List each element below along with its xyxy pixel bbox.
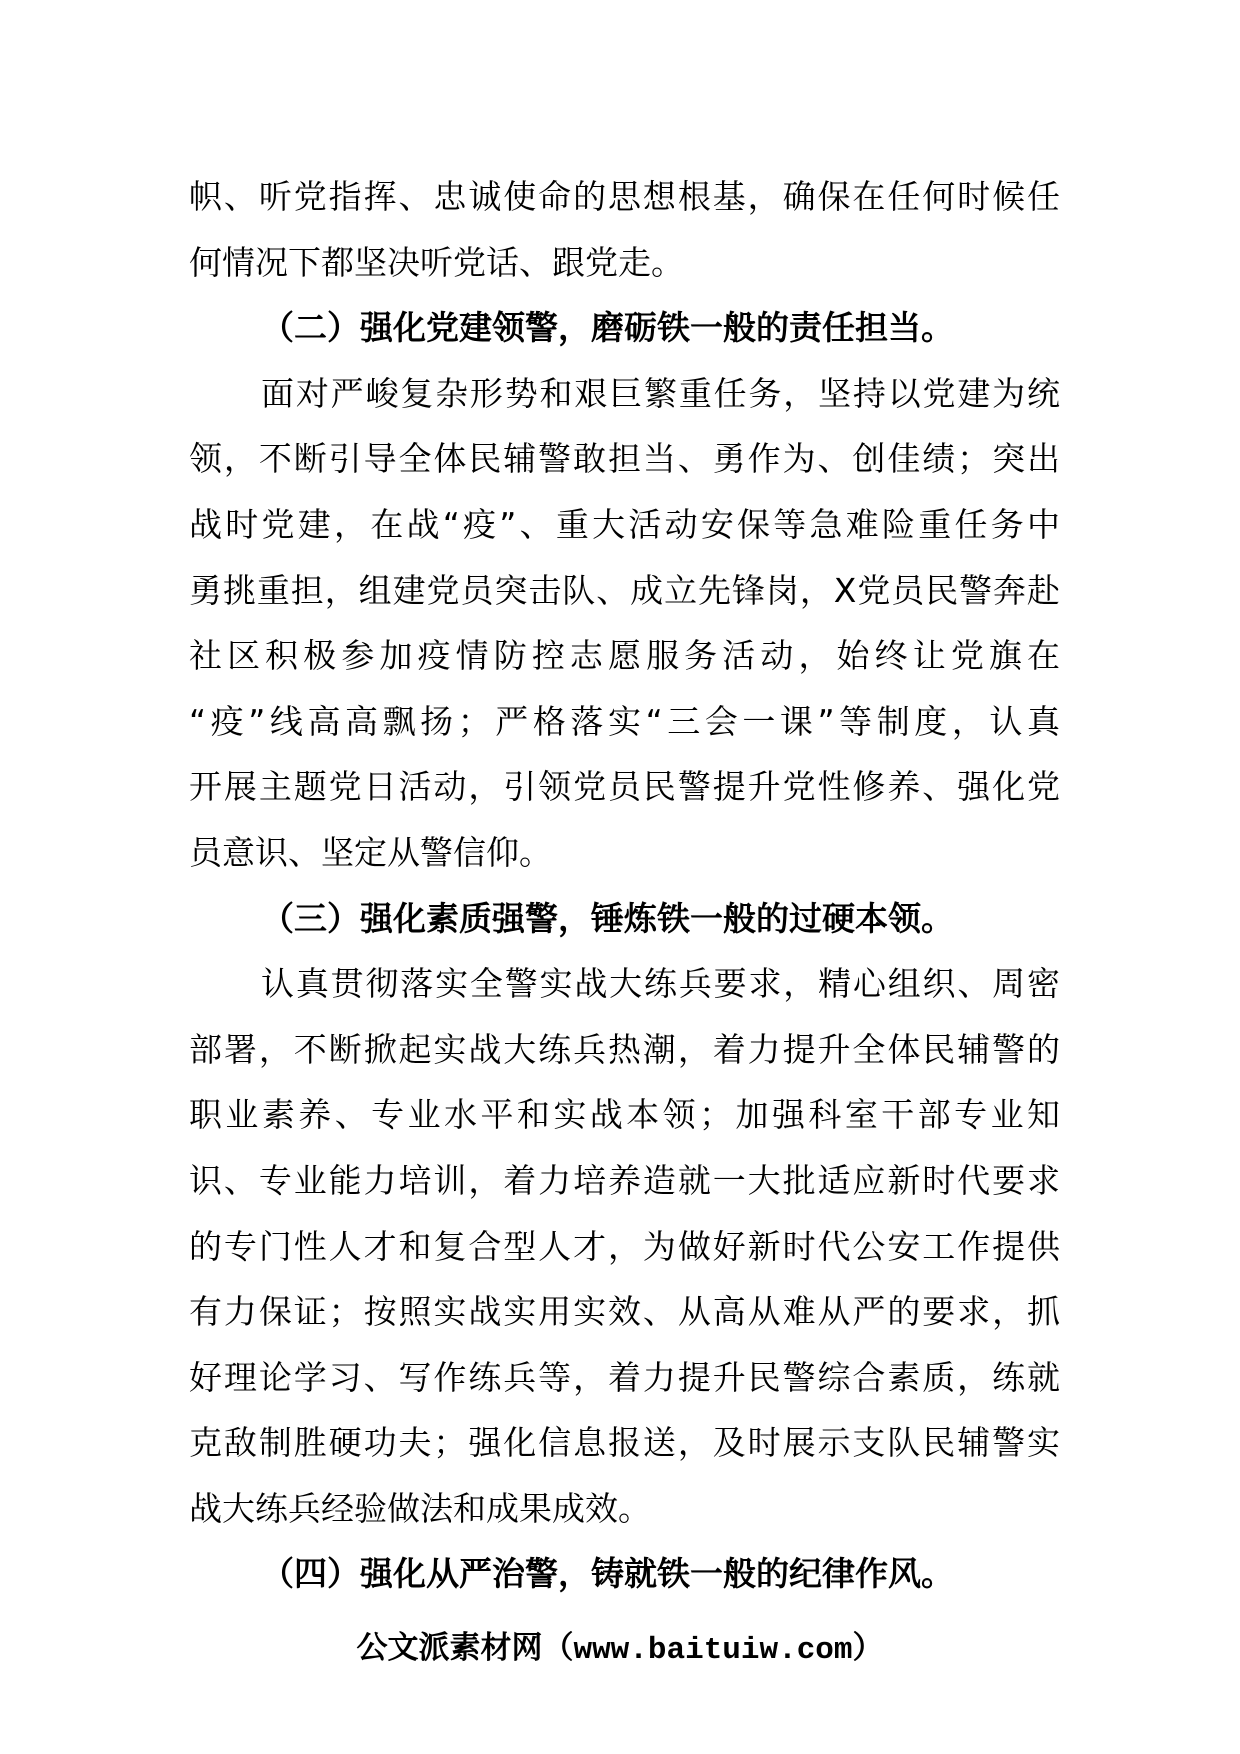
- paragraph-line: 员意识、坚定从警信仰。: [189, 832, 552, 872]
- paragraph-line: 职业素养、专业水平和实战本领；加强科室干部专业知: [189, 1095, 1060, 1135]
- section: [189, 1541, 1060, 1607]
- document-body: [189, 164, 1060, 1607]
- continued-paragraph: [189, 164, 1060, 295]
- paragraph-line: 好理论学习、写作练兵等，着力提升民警综合素质，练就: [189, 1357, 1060, 1397]
- paragraph-line: 何情况下都坚决听党话、跟党走。: [189, 242, 684, 282]
- section-paragraph: [189, 361, 1060, 886]
- site-name: 公文派素材网: [356, 1630, 543, 1666]
- paragraph-line: 领，不断引导全体民辅警敢担当、勇作为、创佳绩；突出: [189, 439, 1060, 479]
- paragraph-line: 勇挑重担，组建党员突击队、成立先锋岗，X党员民警奔赴: [189, 570, 1060, 610]
- site-url: （www.baituiw.com）: [542, 1633, 884, 1668]
- section-heading: （三）强化素质强警，锤炼铁一般的过硬本领。: [261, 898, 954, 938]
- paragraph-line: 识、专业能力培训，着力培养造就一大批适应新时代要求: [189, 1160, 1060, 1200]
- paragraph-line: 有力保证；按照实战实用实效、从高从难从严的要求，抓: [189, 1292, 1060, 1332]
- section-heading: （四）强化从严治警，铸就铁一般的纪律作风。: [261, 1554, 954, 1594]
- site-watermark-footer: [0, 1623, 1240, 1673]
- section-heading: （二）强化党建领警，磨砺铁一般的责任担当。: [261, 308, 954, 348]
- paragraph-line: 战时党建，在战“疫”、重大活动安保等急难险重任务中: [189, 504, 1060, 544]
- paragraph-line: 面对严峻复杂形势和艰巨繁重任务，坚持以党建为统: [261, 373, 1060, 413]
- section: [189, 295, 1060, 885]
- paragraph-line: 克敌制胜硬功夫；强化信息报送，及时展示支队民辅警实: [189, 1423, 1060, 1463]
- paragraph-line: “疫”线高高飘扬；严格落实“三会一课”等制度，认真: [189, 701, 1060, 741]
- paragraph-line: 社区积极参加疫情防控志愿服务活动，始终让党旗在: [189, 636, 1060, 676]
- paragraph-line: 开展主题党日活动，引领党员民警提升党性修养、强化党: [189, 767, 1060, 807]
- paragraph-line: 战大练兵经验做法和成果成效。: [189, 1488, 651, 1528]
- paragraph-line: 部署，不断掀起实战大练兵热潮，着力提升全体民辅警的: [189, 1029, 1060, 1069]
- section-paragraph: [189, 951, 1060, 1541]
- section: [189, 886, 1060, 1542]
- paragraph-line: 的专门性人才和复合型人才，为做好新时代公安工作提供: [189, 1226, 1060, 1266]
- paragraph-line: 认真贯彻落实全警实战大练兵要求，精心组织、周密: [261, 964, 1060, 1004]
- paragraph-line: 帜、听党指挥、忠诚使命的思想根基，确保在任何时候任: [189, 177, 1060, 216]
